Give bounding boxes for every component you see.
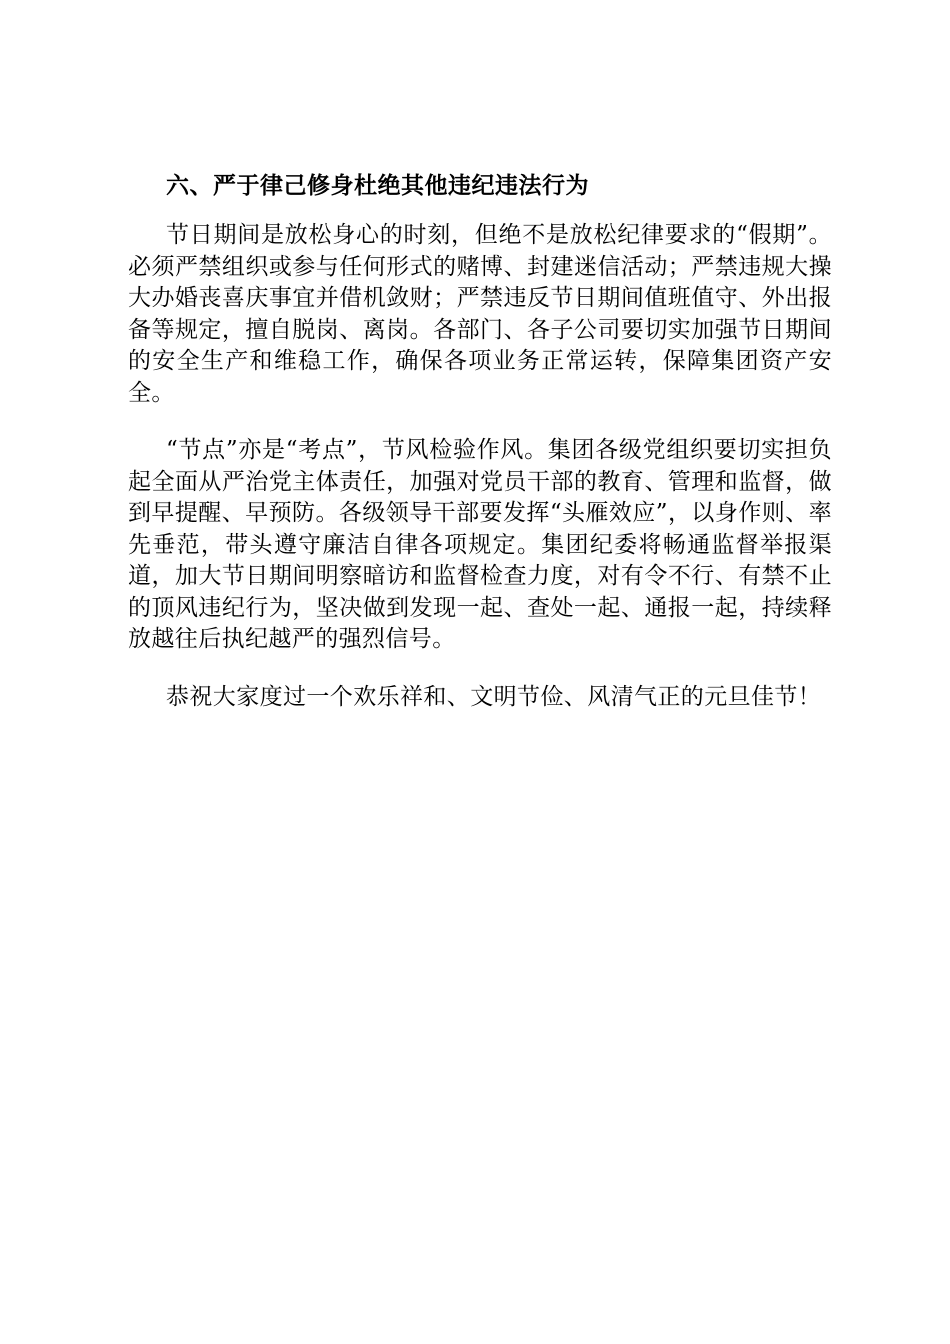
section-heading: 六、严于律己修身杜绝其他违纪违法行为 — [166, 173, 589, 199]
document-body — [128, 170, 832, 739]
paragraph-greeting: 恭祝大家度过一个欢乐祥和、文明节俭、风清气正的元旦佳节！ — [166, 683, 822, 710]
paragraph-holiday-discipline: 节日期间是放松身心的时刻，但绝不是放松纪律要求的“假期”。必须严禁组织或参与任何形式的赌博、封建迷信活动；严禁违规大操大办婚丧喜庆事宜并借机敛财；严禁违反节日期间值班值守、外出报备等规定，擅自脱岗、离岗。各部门、各子公司要切实加强节日期间的安全生产和维稳工作，确保各项业务正常运转，保障集团资产安全。 — [128, 222, 832, 406]
paragraph-supervision: “节点”亦是“考点”，节风检验作风。集团各级党组织要切实担负起全面从严治党主体责任，加强对党员干部的教育、管理和监督，做到早提醒、早预防。各级领导干部要发挥“头雁效应”，以身作则、率先垂范，带头遵守廉洁自律各项规定。集团纪委将畅通监督举报渠道，加大节日期间明察暗访和监督检查力度，对有令不行、有禁不止的顶风违纪行为，坚决做到发现一起、查处一起、通报一起，持续释放越往后执纪越严的强烈信号。 — [128, 437, 832, 652]
